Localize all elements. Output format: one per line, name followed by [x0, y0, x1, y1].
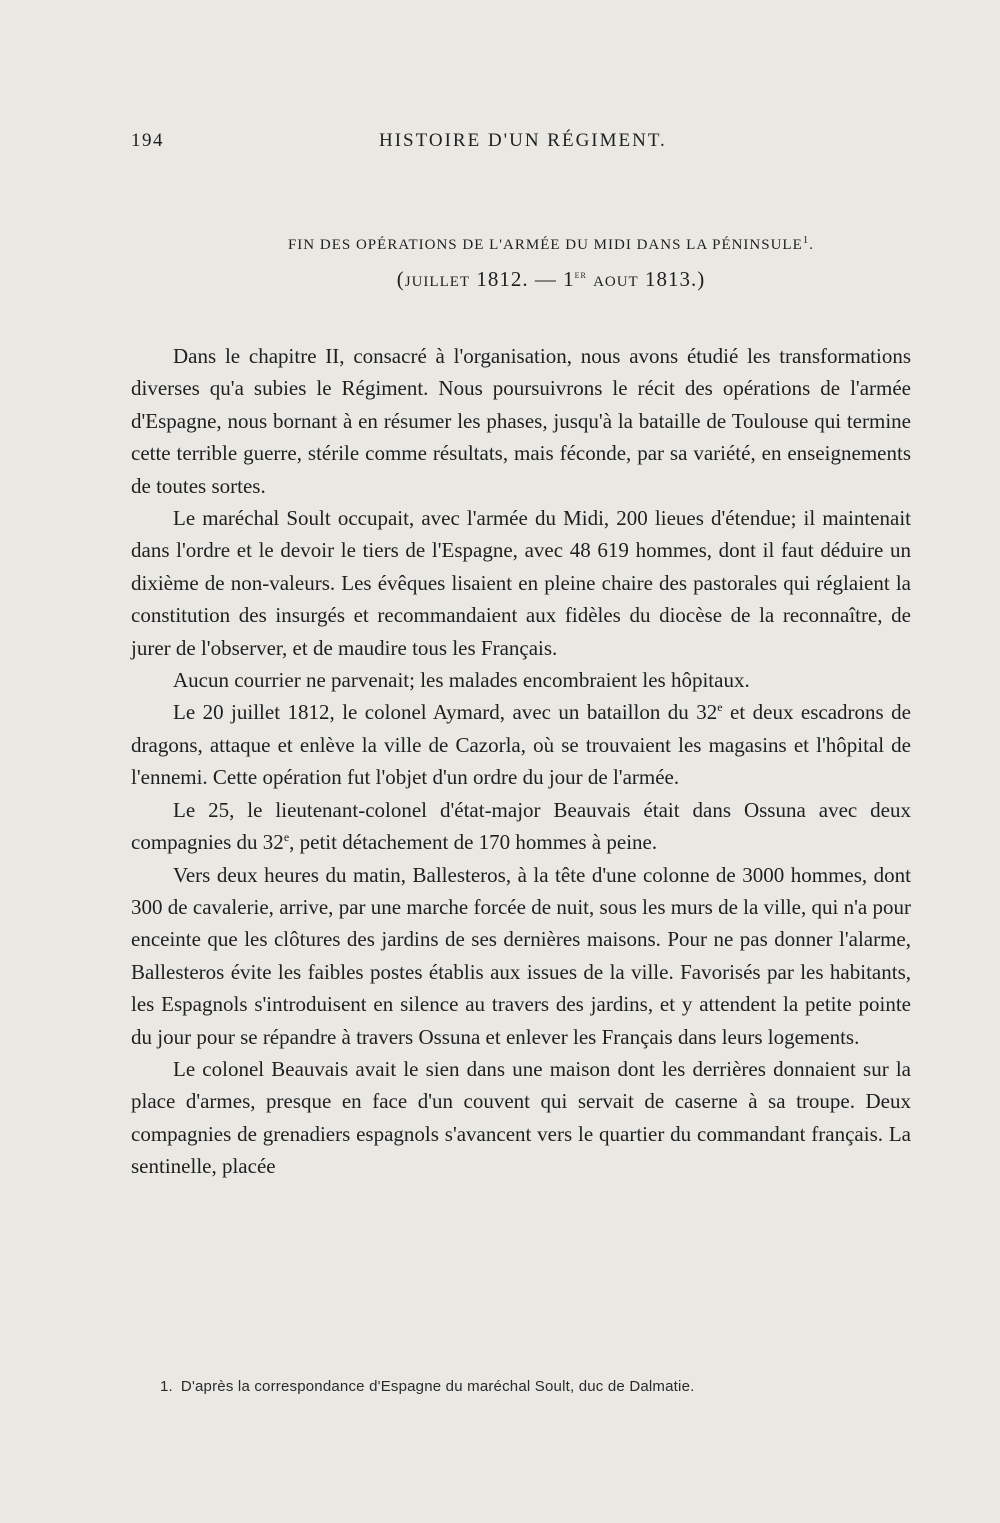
paragraph: Aucun courrier ne parvenait; les malades encombraient les hôpitaux. [173, 668, 750, 693]
ordinal-superscript: e [283, 830, 290, 845]
paragraph [131, 696, 911, 793]
running-head [131, 130, 911, 160]
paragraph-text: Le 25, le lieutenant-colonel d'état-major Beauvais était dans Ossuna avec deux compagnies du 32 [131, 797, 911, 855]
footnote-marker: 1. [160, 1378, 173, 1395]
section-title-end: . [809, 237, 815, 253]
footnote-reference: 1 [802, 234, 810, 246]
footnote-text: D'après la correspondance d'Espagne du maréchal Soult, duc de Dalmatie. [180, 1378, 695, 1395]
paragraph: Le maréchal Soult occupait, avec l'armée du Midi, 200 lieues d'étendue; il maintenait dans l'ordre et le devoir le tiers de l'Espagne, avec 48 619 hommes, dont il faut déduire un dixième de non-valeurs. Les évêques lisaient en pleine chaire des pastorales qui réglaient la constitution des insurgés et recommandaient aux fidèles du diocèse de la reconnaître, de jurer de l'observer, et de maudire tous les Français. [131, 506, 911, 660]
section-title-text: FIN DES OPÉRATIONS DE L'ARMÉE DU MIDI DANS LA PÉNINSULE [287, 237, 803, 253]
section-heading [131, 226, 911, 295]
ordinal-superscript: e [717, 700, 723, 715]
paragraph: Dans le chapitre II, consacré à l'organisation, nous avons étudié les transformations diverses qu'a subies le Régiment. Nous poursuivrons le récit des opérations de l'armée d'Espagne, nous bornant à en résumer les phases, jusqu'à la bataille de Toulouse qui termine cette terrible guerre, stérile comme résultats, mais féconde, par sa variété, en enseignements de toutes sortes. [131, 344, 911, 498]
section-title [131, 226, 911, 259]
paragraph-text: , petit détachement de 170 hommes à peine. [289, 830, 658, 855]
section-dates [131, 259, 911, 295]
section-dates-sup: er [574, 269, 587, 281]
section-dates-close: aout 1813.) [586, 267, 706, 291]
paragraph: Vers deux heures du matin, Ballesteros, à la tête d'une colonne de 3000 hommes, dont 300 de cavalerie, arrive, par une marche forcée de nuit, sous les murs de la ville, qui n'a pour enceinte que les clôtures des jardins de ses dernières maisons. Pour ne pas donner l'alarme, Ballesteros évite les faibles postes établis aux issues de la ville. Favorisés par les habitants, les Espagnols s'introduisent en silence au travers des jardins, et y attendent la petite pointe du jour pour se répandre à travers Ossuna et enlever les Français dans leurs logements. [131, 862, 911, 1049]
body-text [131, 340, 911, 1183]
page-number: 194 [131, 130, 164, 151]
running-title: HISTOIRE D'UN RÉGIMENT. [379, 130, 667, 151]
paragraph: Le colonel Beauvais avait le sien dans une maison dont les derrières donnaient sur la place d'armes, presque en face d'un couvent qui servait de caserne à sa troupe. Deux compagnies de grenadiers espagnols s'avancent vers le quartier du commandant français. La sentinelle, placée [131, 1056, 911, 1179]
footnote [160, 1378, 880, 1395]
paragraph [131, 794, 911, 859]
section-dates-open: (juillet 1812. — 1 [396, 267, 575, 291]
paragraph-text: Le 20 juillet 1812, le colonel Aymard, avec un bataillon du 32 [173, 700, 718, 725]
paragraph-text: et deux escadrons de dragons, attaque et enlève la ville de Cazorla, où se trouvaient les magasins et l'hôpital de l'ennemi. Cette opération fut l'objet d'un ordre du jour de l'armée. [131, 700, 911, 790]
